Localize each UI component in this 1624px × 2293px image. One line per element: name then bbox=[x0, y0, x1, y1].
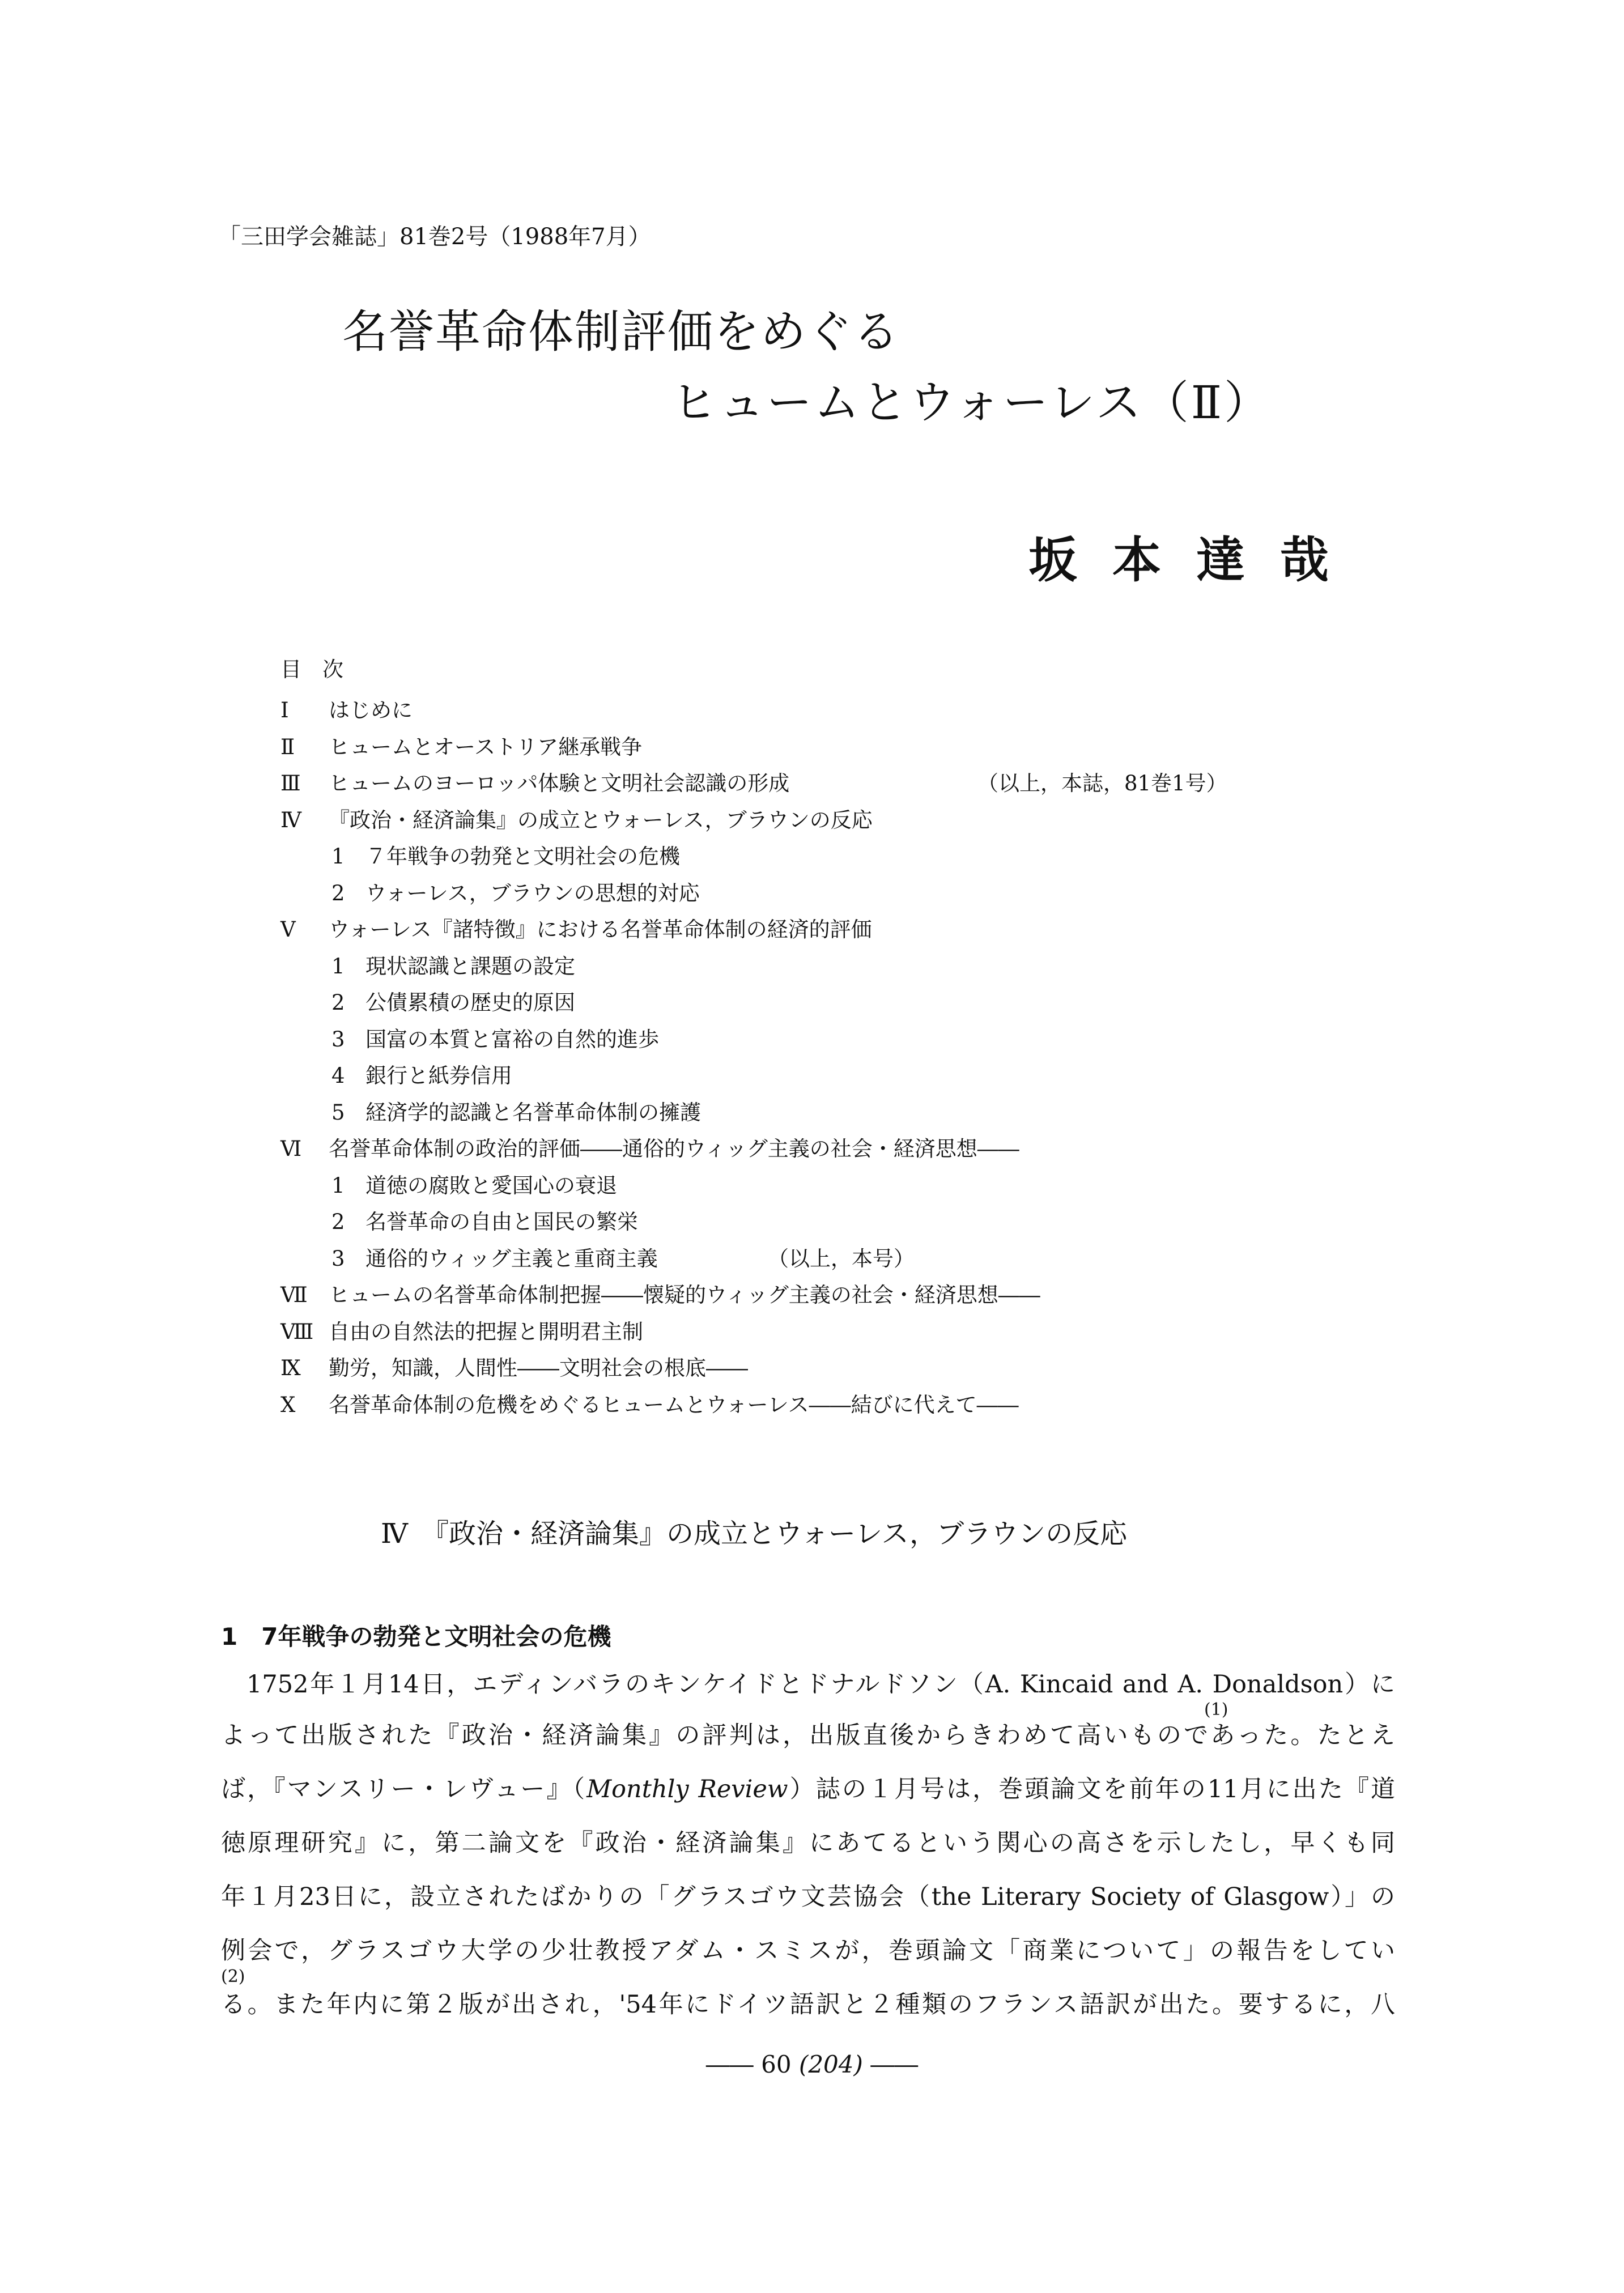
toc-text: 経済学的認識と名誉革命体制の擁護 bbox=[365, 1100, 701, 1125]
toc-number: Ⅱ bbox=[280, 734, 295, 759]
toc-text: 名誉革命の自由と国民の繁栄 bbox=[365, 1210, 638, 1234]
body-segment: ）誌の１月号は，巻頭論文を前年の11月に出た『道 bbox=[788, 1775, 1395, 1803]
footnote-mark: (1) bbox=[1204, 1700, 1228, 1720]
toc-item bbox=[280, 771, 1227, 796]
toc-text: ヒュームの名誉革命体制把握――懐疑的ウィッグ主義の社会・経済思想―― bbox=[329, 1283, 1040, 1307]
toc-item bbox=[280, 1320, 643, 1345]
toc-text: 銀行と紙券信用 bbox=[365, 1063, 512, 1088]
toc-item bbox=[331, 1100, 701, 1125]
toc-text: 自由の自然法的把握と開明君主制 bbox=[329, 1319, 643, 1344]
toc-note: （以上，本号） bbox=[768, 1246, 915, 1271]
toc-text: ７年戦争の勃発と文明社会の危機 bbox=[365, 844, 680, 869]
toc-number: Ⅶ bbox=[280, 1283, 308, 1307]
total-page: (204) bbox=[798, 2050, 863, 2078]
subsection-heading: 1 7年戦争の勃発と文明社会の危機 bbox=[221, 1623, 611, 1650]
toc-number: 3 bbox=[331, 1027, 345, 1052]
toc-number: Ⅷ bbox=[280, 1319, 314, 1344]
footnote-mark: (2) bbox=[221, 1967, 245, 1986]
toc-number: 4 bbox=[331, 1063, 345, 1088]
toc-item bbox=[280, 808, 873, 833]
toc-item bbox=[331, 1246, 915, 1271]
toc-number: Ⅵ bbox=[280, 1137, 302, 1161]
page: 60 bbox=[761, 2050, 792, 2078]
toc-item bbox=[331, 881, 700, 906]
body-line: る。また年内に第２版が出され，'54年にドイツ語訳と２種類のフランス語訳が出た。要するに，八 bbox=[221, 1990, 1395, 2019]
body-line: 1752年１月14日，エディンバラのキンケイドとドナルドソン（A. Kincaid and A. Donaldson）に bbox=[246, 1670, 1395, 1699]
toc-number: 5 bbox=[331, 1100, 345, 1125]
toc-text: ヒュームとオーストリア継承戦争 bbox=[329, 734, 643, 759]
body-line bbox=[221, 1776, 1395, 1802]
toc-text: 現状認識と課題の設定 bbox=[365, 954, 575, 979]
author: 坂本達哉 bbox=[1028, 531, 1364, 589]
section-heading: Ⅳ 『政治・経済論集』の成立とウォーレス，ブラウンの反応 bbox=[381, 1518, 1128, 1550]
toc-number: Ⅴ bbox=[280, 917, 296, 942]
toc-text: はじめに bbox=[329, 698, 413, 722]
toc-item bbox=[331, 1063, 512, 1088]
toc-number: Ⅳ bbox=[280, 807, 301, 832]
toc-item bbox=[280, 1393, 1019, 1418]
toc-item bbox=[331, 990, 575, 1015]
title-line-1: 名誉革命体制評価をめぐる bbox=[342, 305, 900, 358]
body-line: 例会で，グラスゴウ大学の少壮教授アダム・スミスが，巻頭論文「商業について」の報告をしてい bbox=[221, 1937, 1395, 1965]
toc-number: 1 bbox=[331, 1173, 345, 1198]
toc-number: Ⅹ bbox=[280, 1392, 296, 1417]
toc-number: Ⅰ bbox=[280, 698, 289, 722]
toc-number: 1 bbox=[331, 954, 345, 979]
title-line-2: ヒュームとウォーレス（Ⅱ） bbox=[671, 376, 1272, 429]
toc-text: 名誉革命体制の政治的評価――通俗的ウィッグ主義の社会・経済思想―― bbox=[329, 1137, 1019, 1161]
toc-number: 1 bbox=[331, 844, 345, 869]
page-number bbox=[0, 2051, 1624, 2078]
toc-text: 公債累積の歴史的原因 bbox=[365, 990, 575, 1015]
body-line: 徳原理研究』に，第二論文を『政治・経済論集』にあてるという関心の高さを示したし，早くも同 bbox=[221, 1829, 1395, 1857]
toc-note: （以上，本誌，81巻1号） bbox=[977, 771, 1227, 795]
journal-reference: 「三田学会雑誌」81巻2号（1988年7月） bbox=[218, 224, 651, 250]
italic-title: Monthly Review bbox=[586, 1775, 788, 1803]
body-line: 年１月23日に，設立されたばかりの「グラスゴウ文芸協会（the Literary Society of Glasgow）」の bbox=[221, 1883, 1395, 1911]
toc-text: 道徳の腐敗と愛国心の衰退 bbox=[365, 1173, 617, 1198]
toc-item bbox=[280, 1283, 1040, 1308]
toc-item bbox=[280, 698, 413, 723]
toc-text: 通俗的ウィッグ主義と重商主義 bbox=[365, 1246, 658, 1271]
toc-number: 2 bbox=[331, 880, 345, 905]
dash: ―― bbox=[705, 2050, 754, 2078]
toc-text: 勤労，知識，人間性――文明社会の根底―― bbox=[329, 1356, 748, 1380]
toc-item bbox=[280, 1356, 748, 1381]
body-line: よって出版された『政治・経済論集』の評判は，出版直後からきわめて高いものであった。たとえ bbox=[221, 1721, 1395, 1750]
toc-item bbox=[331, 1173, 617, 1198]
toc-heading: 目 次 bbox=[280, 657, 343, 682]
toc-item bbox=[280, 1137, 1019, 1162]
toc-item bbox=[331, 1027, 659, 1052]
body-segment: ば，『マンスリー・レヴュー』（ bbox=[221, 1775, 587, 1803]
toc-number: Ⅲ bbox=[280, 771, 301, 795]
toc-text: ウォーレス，ブラウンの思想的対応 bbox=[365, 880, 700, 905]
toc-number: 3 bbox=[331, 1246, 345, 1271]
toc-text: ウォーレス『諸特徴』における名誉革命体制の経済的評価 bbox=[329, 917, 872, 942]
toc-number: 2 bbox=[331, 1210, 345, 1234]
toc-item bbox=[280, 735, 642, 760]
toc-text: ヒュームのヨーロッパ体験と文明社会認識の形成 bbox=[329, 771, 790, 795]
dash: ―― bbox=[870, 2050, 919, 2078]
toc-text: 国富の本質と富裕の自然的進歩 bbox=[365, 1027, 659, 1052]
toc-item bbox=[331, 844, 680, 869]
toc-number: 2 bbox=[331, 990, 345, 1015]
toc-number: Ⅸ bbox=[280, 1356, 301, 1380]
toc-item bbox=[280, 917, 872, 942]
toc-item bbox=[331, 954, 575, 979]
toc-text: 『政治・経済論集』の成立とウォーレス，ブラウンの反応 bbox=[329, 807, 873, 832]
toc-text: 名誉革命体制の危機をめぐるヒュームとウォーレス――結びに代えて―― bbox=[329, 1392, 1019, 1417]
toc-item bbox=[331, 1210, 638, 1235]
